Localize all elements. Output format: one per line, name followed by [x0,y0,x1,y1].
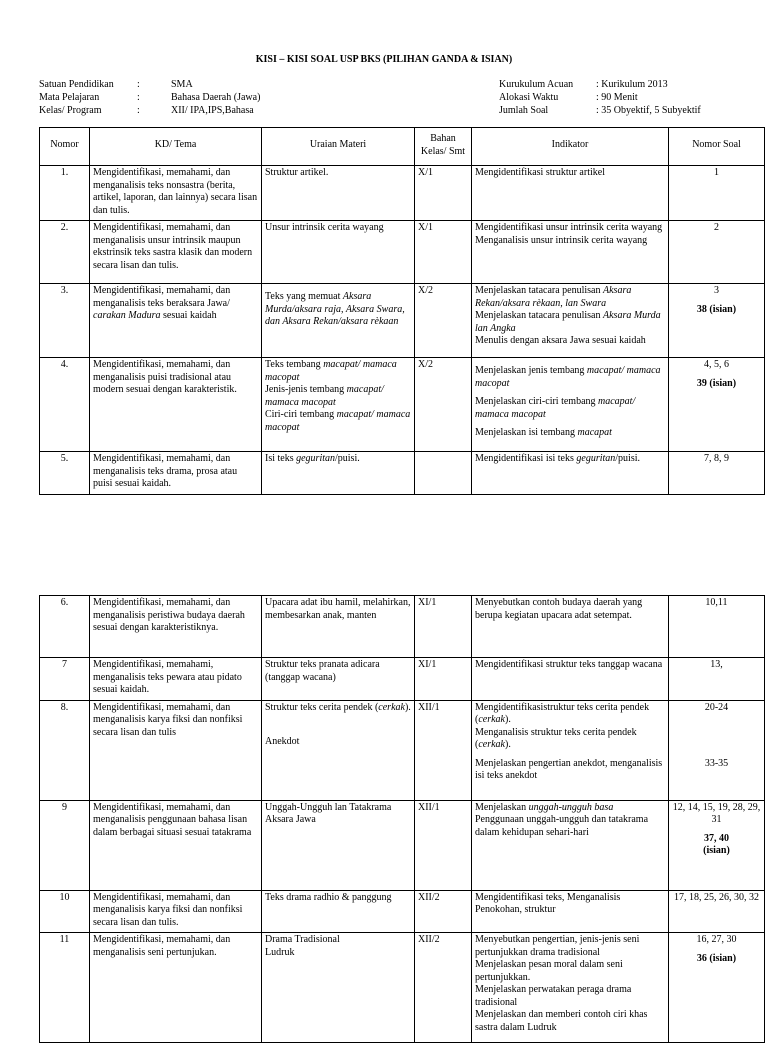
table-row [40,284,765,358]
uraian-text-italic: macapat/ mamaca macopat [265,384,384,408]
meta-left [39,78,260,117]
table-row [40,800,765,890]
header-nomor-soal: Nomor Soal [669,128,765,166]
indikator-text-italic: geguritan [576,453,616,464]
cell-nomor-soal: 7, 8, 9 [669,452,765,495]
indikator-text: /puisi. [615,453,641,464]
indikator-text: Menganalisis struktur teks cerita pendek ( [475,726,637,750]
indikator-line [475,802,665,815]
indikator-line [475,310,665,335]
meta-value: XII/ IPA,IPS,Bahasa [171,105,254,116]
cell-nomor-soal: 1 [669,166,765,221]
meta-value: SMA [171,79,193,90]
uraian-text: Isi teks [265,453,297,464]
cell-bahan: X/1 [415,166,472,221]
cell-bahan: X/2 [415,358,472,452]
cell-uraian: Unsur intrinsik cerita wayang [262,221,415,284]
cell-no: 9 [40,800,90,890]
uraian-text-italic: macapat/ mamaca macopat [265,409,411,433]
soal-number: 33-35 [704,758,729,769]
uraian-text: Ciri-ciri tembang [265,409,337,420]
cell-no: 4. [40,358,90,452]
uraian-text: Teks yang memuat [265,291,343,302]
indikator-text: Menjelaskan ciri-ciri tembang [475,396,599,407]
cell-no: 11 [40,933,90,1043]
uraian-text: Jenis-jenis tembang [265,384,347,395]
cell-kd: Mengidentifikasi, memahami, dan menganalisis unsur intrinsik maupun ekstrinsik teks sastra klasik dan modern secara lisan dan tulis. [90,221,262,284]
indikator-text: Menjelaskan [475,801,529,813]
cell-indikator [472,221,669,284]
cell-kd: Mengidentifikasi, memahami, dan menganalisis teks nonsastra (berita, artikel, laporan, dan lainnya) secara lisan dan tulis. [90,166,262,221]
cell-indikator [472,800,669,890]
meta-colon: : [137,92,140,103]
cell-nomor-soal [669,800,765,890]
table-row [40,221,765,284]
indikator-line: Menjelaskan pesan moral dalam seni pertunjukkan. [475,959,623,983]
table-header-row [40,128,765,166]
indikator-line: Mengidentifikasi unsur intrinsik cerita wayang [475,222,663,233]
soal-isian-label: (isian) [703,845,730,856]
cell-nomor-soal [669,284,765,358]
meta-row-kurikulum [499,78,701,91]
meta-label: Kurukulum Acuan [499,79,574,90]
indikator-text-italic: cerkak [478,714,505,725]
kd-text: sesuai kaidah [160,310,217,321]
cell-bahan: XI/1 [415,658,472,701]
indikator-line [475,702,665,727]
cell-bahan: XII/2 [415,890,472,933]
uraian-line: Drama Tradisional [265,934,340,945]
uraian-line: Ludruk [265,946,295,958]
meta-row-mapel [39,91,260,104]
meta-label: Alokasi Waktu [499,92,559,103]
cell-indikator [472,452,669,495]
uraian-line [265,409,411,434]
indikator-text-italic: Aksara Rekan/aksara rèkaan, lan Swara [475,285,632,309]
indikator-text-italic: cerkak [478,739,505,750]
table-row [40,700,765,800]
cell-indikator: Mengidentifikasi struktur artikel [472,166,669,221]
cell-bahan [415,452,472,495]
kd-text-italic: carakan Madura [93,310,161,321]
cell-uraian: Teks drama radhio & panggung [262,890,415,933]
spacer [672,736,761,758]
cell-uraian [262,452,415,495]
cell-indikator: Mengidentifikasi struktur teks tanggap wacana [472,658,669,701]
table-row [40,596,765,658]
cell-kd: Mengidentifikasi, memahami, dan menganalisis puisi tradisional atau modern sesuai dengan karakteristik. [90,358,262,452]
table-row [40,933,765,1043]
header-indikator: Indikator [472,128,669,166]
cell-indikator: Mengidentifikasi teks, Menganalisis Penokohan, struktur [472,890,669,933]
soal-number: 4, 5, 6 [704,359,729,370]
indikator-text: Menjelaskan jenis tembang [475,365,587,376]
indikator-text-italic: macapat/ mamaca macopat [475,396,636,420]
meta-value: Bahasa Daerah (Jawa) [171,92,261,103]
header-bahan: Bahan Kelas/ Smt [415,128,472,166]
cell-no: 8. [40,700,90,800]
soal-isian: 37, 40 [704,832,729,844]
spacer [265,714,411,736]
cell-bahan: X/1 [415,221,472,284]
cell-no: 7 [40,658,90,701]
cell-no: 10 [40,890,90,933]
soal-number: 16, 27, 30 [696,934,737,945]
cell-kd: Mengidentifikasi, memahami, dan menganalisis karya fiksi dan nonfiksi secara lisan dan tulis. [90,890,262,933]
indikator-text-italic: macapat [577,427,612,438]
meta-label: Kelas/ Program [39,105,102,116]
cell-kd: Mengidentifikasi, memahami, dan menganalisis peristiwa budaya daerah sesuai dengan karakteristiknya. [90,596,262,658]
kd-text: Mengidentifikasi, memahami, dan menganalisis teks beraksara Jawa/ [93,285,231,309]
indikator-text-italic: Aksara Murda lan Angka [475,310,661,334]
uraian-text: Teks tembang [265,359,324,370]
cell-kd: Mengidentifikasi, memahami, dan menganalisis karya fiksi dan nonfiksi secara lisan dan tulis [90,700,262,800]
uraian-text: ). [404,701,411,713]
uraian-line: Anekdot [265,736,300,747]
header-uraian: Uraian Materi [262,128,415,166]
indikator-line: Menjelaskan dan memberi contoh ciri khas sastra dalam Ludruk [475,1009,648,1033]
uraian-text-italic: macapat/ mamaca macopat [265,359,397,383]
indikator-line [475,365,665,390]
indikator-line [475,727,665,752]
indikator-text-italic: macapat/ mamaca macopat [475,365,661,389]
indikator-text: Menjelaskan tatacara penulisan [475,285,603,296]
cell-kd: Mengidentifikasi, memahami, menganalisis teks pewara atau pidato sesuai kaidah. [90,658,262,701]
uraian-text: /puisi. [335,453,360,464]
indikator-text: Mengidentifikasi isi teks [475,453,577,464]
cell-no: 1. [40,166,90,221]
kisi-table-2 [39,595,765,1043]
cell-kd: Mengidentifikasi, memahami, dan menganalisis seni pertunjukan. [90,933,262,1043]
cell-uraian: Unggah-Ungguh lan Tatakrama Aksara Jawa [262,800,415,890]
meta-right [499,78,701,117]
cell-uraian [262,358,415,452]
cell-nomor-soal: 13, [669,658,765,701]
soal-isian: 39 (isian) [696,377,737,389]
uraian-text-italic: geguritan [296,453,335,464]
table-row [40,358,765,452]
cell-indikator [472,700,669,800]
meta-label: Satuan Pendidikan [39,79,114,90]
cell-nomor-soal: 17, 18, 25, 26, 30, 32 [669,890,765,933]
uraian-text-italic: Aksara Murda/aksara raja, Aksara Swara, dan Aksara Rekan/aksara rèkaan [265,291,405,327]
indikator-line [475,427,665,440]
cell-bahan: XI/1 [415,596,472,658]
cell-nomor-soal: 10,11 [669,596,765,658]
soal-number: 20-24 [704,701,729,713]
cell-bahan: X/2 [415,284,472,358]
cell-uraian: Upacara adat ibu hamil, melahirkan, membesarkan anak, manten [262,596,415,658]
spacer [672,714,761,736]
indikator-line: Menyebutkan pengertian, jenis-jenis seni pertunjukkan drama tradisional [475,934,640,958]
cell-uraian: Struktur teks pranata adicara (tanggap wacana) [262,658,415,701]
cell-kd: Mengidentifikasi, memahami, dan menganalisis teks drama, prosa atau puisi sesuai kaidah. [90,452,262,495]
cell-bahan: XII/1 [415,800,472,890]
indikator-text: Mengidentifikasistruktur teks cerita pendek ( [475,701,650,725]
meta-row-alokasi [499,91,701,104]
indikator-text-italic: unggah-ungguh basa [528,801,614,813]
uraian-text: Struktur teks cerita pendek ( [265,701,379,713]
indikator-text: ). [505,714,511,725]
meta-label: Mata Pelajaran [39,92,100,103]
soal-isian: 36 (isian) [696,952,737,964]
indikator-text: Menjelaskan tatacara penulisan [475,310,603,321]
cell-kd: Mengidentifikasi, memahami, dan menganalisis penggunaan bahasa lisan dalam berbagai situasi sesuai tatakrama [90,800,262,890]
uraian-text-italic: cerkak [378,701,405,713]
indikator-text: ). [505,739,511,750]
cell-nomor-soal: 2 [669,221,765,284]
indikator-line: Menganalisis unsur intrinsik cerita wayang [475,234,648,246]
indikator-line: Menjelaskan perwatakan peraga drama tradisional [475,984,632,1008]
meta-value: : 90 Menit [596,92,638,103]
indikator-line: Menjelaskan pengertian anekdot, menganalisis isi teks anekdot [475,757,663,781]
uraian-line [265,702,411,715]
meta-row-jumlah [499,104,701,117]
meta-row-kelas [39,104,260,117]
uraian-line [265,384,411,409]
cell-no: 2. [40,221,90,284]
header-nomor: Nomor [40,128,90,166]
cell-indikator [472,284,669,358]
meta-label: Jumlah Soal [499,105,549,116]
page-title: KISI – KISI SOAL USP BKS (PILIHAN GANDA & ISIAN) [255,54,513,65]
indikator-line: Menulis dengan aksara Jawa sesuai kaidah [475,335,646,346]
cell-uraian [262,933,415,1043]
meta-colon: : [137,79,140,90]
cell-nomor-soal [669,700,765,800]
cell-indikator [472,358,669,452]
header-kd: KD/ Tema [90,128,262,166]
cell-uraian [262,700,415,800]
soal-isian: 38 (isian) [696,303,737,315]
soal-number: 3 [714,285,719,296]
table-row [40,166,765,221]
cell-no: 5. [40,452,90,495]
cell-bahan: XII/1 [415,700,472,800]
meta-colon: : [137,105,140,116]
uraian-line [265,359,411,384]
kisi-table-1 [39,127,765,495]
cell-indikator [472,933,669,1043]
soal-number: 12, 14, 15, 19, 28, 29, 31 [672,801,761,825]
cell-uraian: Struktur artikel. [262,166,415,221]
table-row [40,890,765,933]
meta-row-satuan [39,78,260,91]
cell-uraian [262,284,415,358]
cell-nomor-soal [669,933,765,1043]
cell-indikator: Menyebutkan contoh budaya daerah yang berupa kegiatan upacara adat setempat. [472,596,669,658]
meta-value: : Kurikulum 2013 [596,79,668,90]
cell-nomor-soal [669,358,765,452]
cell-no: 3. [40,284,90,358]
cell-bahan: XII/2 [415,933,472,1043]
cell-kd [90,284,262,358]
indikator-line [475,285,665,310]
indikator-text: Menjelaskan isi tembang [475,427,578,438]
table-row [40,452,765,495]
cell-no: 6. [40,596,90,658]
indikator-line: Penggunaan unggah-ungguh dan tatakrama dalam kehidupan sehari-hari [475,814,649,838]
meta-value: : 35 Obyektif, 5 Subyektif [596,105,701,116]
table-row [40,658,765,701]
indikator-line [475,396,665,421]
